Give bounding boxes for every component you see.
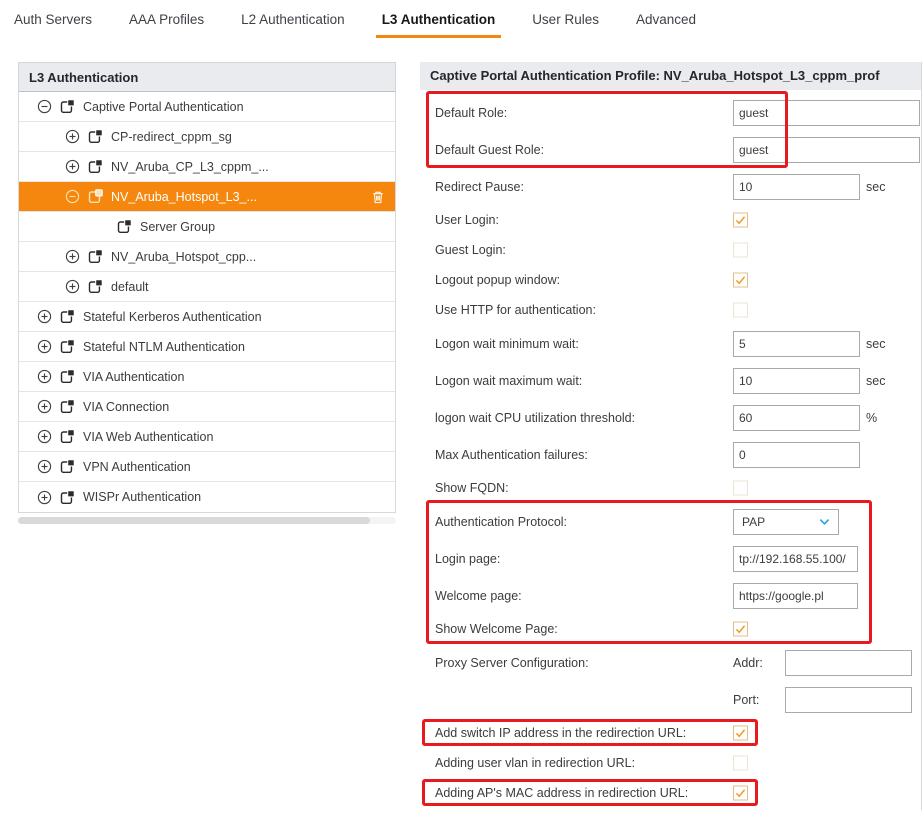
document-icon <box>60 399 75 414</box>
form-row-logon-wait-maximum-wait <box>420 362 921 399</box>
form-row-default-guest-role <box>420 131 921 168</box>
tree-item-label: default <box>111 279 149 294</box>
tree-item-cp-redirect-cppm-sg[interactable] <box>19 122 395 152</box>
document-icon <box>60 429 75 444</box>
field-label: Add switch IP address in the redirection URL: <box>435 726 687 740</box>
tree-item-label: CP-redirect_cppm_sg <box>111 129 232 144</box>
login-page-input[interactable] <box>733 546 858 572</box>
plus-circle-icon[interactable] <box>65 159 80 174</box>
plus-circle-icon[interactable] <box>65 249 80 264</box>
unit-label: sec <box>866 336 886 351</box>
field-label: Adding AP's MAC address in redirection URL: <box>435 786 689 800</box>
document-icon <box>88 159 103 174</box>
unit-label: sec <box>866 373 886 388</box>
field-label: Logon wait maximum wait: <box>435 373 583 388</box>
form-row-show-welcome-page <box>420 614 921 644</box>
document-icon <box>60 369 75 384</box>
unit-label: % <box>866 410 878 425</box>
user-login-checkbox[interactable] <box>733 213 748 228</box>
tree-item-label: VIA Authentication <box>83 369 185 384</box>
horizontal-scrollbar-thumb[interactable] <box>18 517 370 524</box>
tree-item-label: WISPr Authentication <box>83 490 202 504</box>
minus-circle-icon[interactable] <box>65 189 80 204</box>
tree-item-label: NV_Aruba_CP_L3_cppm_... <box>111 159 269 174</box>
tree-item-via-connection[interactable] <box>19 392 395 422</box>
tab-aaa-profiles[interactable]: AAA Profiles <box>129 12 205 27</box>
redirect-pause-input[interactable] <box>733 174 860 200</box>
form-row-adding-ap-s-mac-address-in-redirection-url <box>420 778 921 808</box>
field-label: Logon wait minimum wait: <box>435 336 579 351</box>
l3-authentication-panel <box>18 62 396 524</box>
logon-wait-maximum-wait-input[interactable] <box>733 368 860 394</box>
form-row-use-http-for-authentication <box>420 295 921 325</box>
plus-circle-icon[interactable] <box>37 309 52 324</box>
max-authentication-failures-input[interactable] <box>733 442 860 468</box>
field-label: Authentication Protocol: <box>435 514 568 529</box>
tree-item-default[interactable] <box>19 272 395 302</box>
field-label: Show Welcome Page: <box>435 622 558 636</box>
logon-wait-minimum-wait-input[interactable] <box>733 331 860 357</box>
adding-user-vlan-in-redirection-url-checkbox[interactable] <box>733 756 748 771</box>
plus-circle-icon[interactable] <box>37 490 52 505</box>
profile-form <box>420 90 921 808</box>
form-row-max-authentication-failures <box>420 436 921 473</box>
field-label: logon wait CPU utilization threshold: <box>435 410 636 425</box>
document-icon <box>117 219 132 234</box>
field-label: Proxy Server Configuration: <box>435 655 589 670</box>
profile-tree <box>18 92 396 513</box>
tree-item-label: Stateful Kerberos Authentication <box>83 309 262 324</box>
trash-icon[interactable] <box>371 190 385 204</box>
plus-circle-icon[interactable] <box>37 369 52 384</box>
authentication-protocol-select[interactable] <box>733 509 839 535</box>
port-input[interactable] <box>785 687 912 713</box>
tree-item-via-web-authentication[interactable] <box>19 422 395 452</box>
form-row-logon-wait-minimum-wait <box>420 325 921 362</box>
tree-item-vpn-authentication[interactable] <box>19 452 395 482</box>
checkmark-icon <box>734 727 747 740</box>
tree-item-nv-aruba-hotspot-l3[interactable] <box>19 182 395 212</box>
tree-item-label: VPN Authentication <box>83 459 191 474</box>
plus-circle-icon[interactable] <box>65 129 80 144</box>
unit-label: sec <box>866 179 886 194</box>
default-role-input[interactable] <box>733 100 920 126</box>
form-row-show-fqdn <box>420 473 921 503</box>
add-switch-ip-address-in-the-redirection-url-checkbox[interactable] <box>733 726 748 741</box>
form-row-add-switch-ip-address-in-the-redirection-url <box>420 718 921 748</box>
tree-item-stateful-kerberos-authentication[interactable] <box>19 302 395 332</box>
minus-circle-icon[interactable] <box>37 99 52 114</box>
tree-item-captive-portal-authentication[interactable] <box>19 92 395 122</box>
sidebar-title: L3 Authentication <box>18 62 396 92</box>
logout-popup-window-checkbox[interactable] <box>733 273 748 288</box>
field-sublabel: Addr: <box>733 655 763 670</box>
checkmark-icon <box>734 274 747 287</box>
guest-login-checkbox[interactable] <box>733 243 748 258</box>
show-fqdn-checkbox[interactable] <box>733 481 748 496</box>
field-label: Show FQDN: <box>435 481 509 495</box>
tree-item-server-group[interactable] <box>19 212 395 242</box>
tree-item-label: NV_Aruba_Hotspot_cpp... <box>111 249 257 264</box>
field-label: Logout popup window: <box>435 273 561 287</box>
field-label: Adding user vlan in redirection URL: <box>435 756 636 770</box>
document-icon <box>60 309 75 324</box>
form-row-login-page <box>420 540 921 577</box>
document-icon <box>60 339 75 354</box>
profile-panel-title: Captive Portal Authentication Profile: NV_Aruba_Hotspot_L3_cppm_prof <box>420 62 921 90</box>
form-row-authentication-protocol <box>420 503 921 540</box>
document-icon <box>88 249 103 264</box>
adding-ap-s-mac-address-in-redirection-url-checkbox[interactable] <box>733 786 748 801</box>
form-row-adding-user-vlan-in-redirection-url <box>420 748 921 778</box>
field-label: Max Authentication failures: <box>435 447 588 462</box>
default-guest-role-input[interactable] <box>733 137 920 163</box>
form-row-redirect-pause <box>420 168 921 205</box>
document-icon <box>60 99 75 114</box>
field-label: Guest Login: <box>435 243 506 257</box>
checkmark-icon <box>734 623 747 636</box>
tab-l2-authentication[interactable]: L2 Authentication <box>241 12 345 27</box>
tab-user-rules[interactable]: User Rules <box>532 12 599 27</box>
profile-detail-panel <box>420 62 922 810</box>
tree-item-via-authentication[interactable] <box>19 362 395 392</box>
checkmark-icon <box>734 787 747 800</box>
field-label: Default Guest Role: <box>435 142 545 157</box>
document-icon <box>88 279 103 294</box>
plus-circle-icon[interactable] <box>37 459 52 474</box>
form-row-guest-login <box>420 235 921 265</box>
tab-l3-authentication[interactable]: L3 Authentication <box>376 6 502 38</box>
field-label: Welcome page: <box>435 588 522 603</box>
tree-item-label: Server Group <box>140 219 216 234</box>
logon-wait-cpu-utilization-threshold-input[interactable] <box>733 405 860 431</box>
plus-circle-icon[interactable] <box>65 279 80 294</box>
tree-item-wispr-authentication[interactable] <box>19 482 395 512</box>
tab-bar <box>8 6 727 38</box>
chevron-down-icon <box>819 518 830 526</box>
document-icon <box>60 490 75 505</box>
plus-circle-icon[interactable] <box>37 399 52 414</box>
tree-item-nv-aruba-cp-l3-cppm[interactable] <box>19 152 395 182</box>
tab-advanced[interactable]: Advanced <box>635 12 697 27</box>
tree-item-label: NV_Aruba_Hotspot_L3_... <box>111 189 257 204</box>
field-label: Redirect Pause: <box>435 179 524 194</box>
tree-item-label: VIA Connection <box>83 399 170 414</box>
document-icon <box>60 459 75 474</box>
form-row-logon-wait-cpu-utilization-threshold <box>420 399 921 436</box>
checkmark-icon <box>734 214 747 227</box>
field-label: Default Role: <box>435 105 508 120</box>
field-sublabel: Port: <box>733 692 760 707</box>
form-row-port <box>420 681 921 718</box>
form-row-user-login <box>420 205 921 235</box>
document-icon <box>88 189 103 204</box>
tree-item-label: VIA Web Authentication <box>83 429 214 444</box>
form-row-logout-popup-window <box>420 265 921 295</box>
welcome-page-input[interactable] <box>733 583 858 609</box>
addr-input[interactable] <box>785 650 912 676</box>
tab-auth-servers[interactable]: Auth Servers <box>14 12 93 27</box>
tree-item-label: Captive Portal Authentication <box>83 99 244 114</box>
select-value: PAP <box>742 514 766 529</box>
use-http-for-authentication-checkbox[interactable] <box>733 303 748 318</box>
form-row-proxy-server-configuration <box>420 644 921 681</box>
field-label: User Login: <box>435 213 499 227</box>
horizontal-scrollbar[interactable] <box>18 517 396 524</box>
plus-circle-icon[interactable] <box>37 339 52 354</box>
plus-circle-icon[interactable] <box>37 429 52 444</box>
show-welcome-page-checkbox[interactable] <box>733 622 748 637</box>
document-icon <box>88 129 103 144</box>
tree-item-label: Stateful NTLM Authentication <box>83 339 245 354</box>
tree-item-stateful-ntlm-authentication[interactable] <box>19 332 395 362</box>
tree-item-nv-aruba-hotspot-cpp[interactable] <box>19 242 395 272</box>
field-label: Login page: <box>435 551 501 566</box>
form-row-welcome-page <box>420 577 921 614</box>
form-row-default-role <box>420 94 921 131</box>
field-label: Use HTTP for authentication: <box>435 303 596 317</box>
